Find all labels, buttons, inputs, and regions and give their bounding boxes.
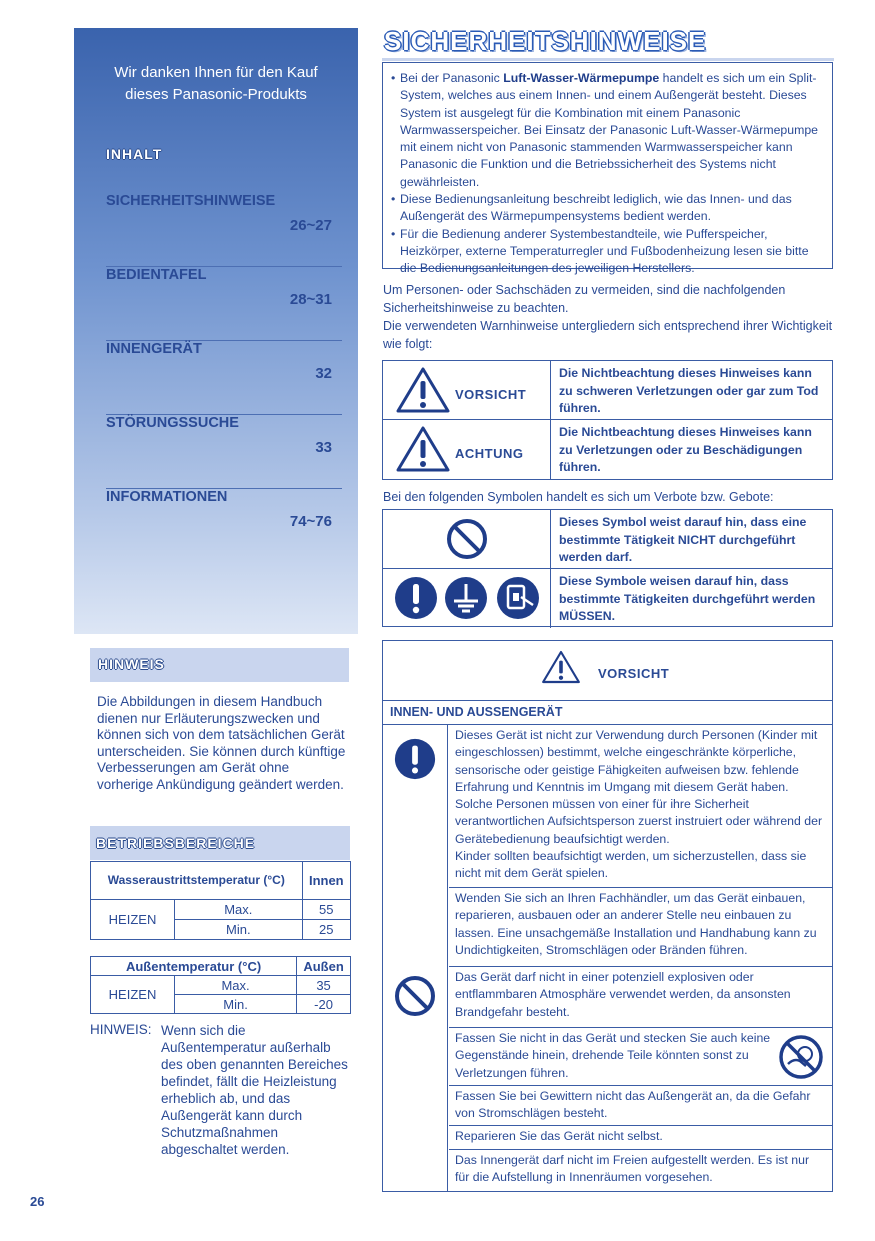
caution-cell: Fassen Sie bei Gewittern nicht das Außengerät an, da die Gefahr von Stromschlägen besteht. [449, 1086, 832, 1126]
bullet-icon: • [391, 226, 396, 241]
unplug-icon [495, 575, 541, 621]
prohibit-row [383, 510, 832, 569]
caution-cell: Reparieren Sie das Gerät nicht selbst. [449, 1126, 832, 1150]
table-header: Außentemperatur (°C) [91, 957, 297, 976]
vorsicht-row [383, 361, 832, 420]
caution-cell: Das Innengerät darf nicht im Freien aufgestellt werden. Es ist nur für die Aufstellung in Innenräumen vorgesehen. [455, 1153, 810, 1185]
table-header: Innen [302, 862, 350, 900]
warning-triangle-icon [541, 649, 581, 685]
vorsicht-label: VORSICHT [455, 387, 527, 402]
betriebsbereiche-heading: BETRIEBSBEREICHE [96, 835, 256, 851]
intro-bullet: • Für die Bedienung anderer Systembestandteile, wie Pufferspeicher, Heizkörper, externe Temperaturregler und Fußbodenheizung lesen sie bitte die Bedienungsanleitungen des jeweiligen Herstellers. [391, 226, 824, 278]
table-header: Außen [297, 957, 351, 976]
toc-item-title: SICHERHEITSHINWEISE [106, 193, 276, 209]
mandatory-description: Diese Symbole weisen darauf hin, dass bestimmte Tätigkeiten durchgeführt werden MÜSSEN. [559, 574, 816, 623]
caution-table [382, 640, 833, 1192]
caution-label: VORSICHT [598, 666, 670, 681]
note-text: Wenn sich die Außentemperatur außerhalb des oben genannten Bereiches befindet, fällt die Heizleistung erheblich ab, und das Außengerät kann durch Schutzmaßnahmen abgeschaltet werden. [161, 1023, 348, 1157]
bullet-icon: • [391, 192, 396, 207]
betriebsbereiche-heading-box [90, 826, 350, 860]
table-cell: Min. [175, 920, 303, 940]
no-hands-fan-icon [778, 1034, 824, 1080]
prohibition-icon [393, 974, 437, 1018]
hinweis-heading-box [90, 648, 349, 682]
prohibition-icon [445, 517, 489, 561]
table-cell: -20 [297, 995, 351, 1014]
achtung-description: Die Nichtbeachtung dieses Hinweises kann zu Verletzungen oder zu Beschädigungen führen. [559, 425, 812, 474]
toc-item-page: 74~76 [289, 513, 332, 530]
vorsicht-description: Die Nichtbeachtung dieses Hinweises kann zu schweren Verletzungen oder gar zum Tod führen. [559, 366, 819, 415]
left-sidebar-panel [74, 28, 358, 634]
caution-section-title: INNEN- UND AUSSENGERÄT [383, 701, 832, 725]
toc-item-title: INNENGERÄT [106, 341, 202, 357]
caution-cell: Wenden Sie sich an Ihren Fachhändler, um das Gerät einbauen, reparieren, ausbauen oder an anderer Stelle neu einbauen zu lassen. Eine unsachgemäße Installation und Handhabung kann zu Undichtigkeiten, Stromschlägen oder Bränden führen. [449, 888, 832, 967]
outdoor-temperature-table [90, 956, 351, 1014]
toc-item-innengeraet[interactable] [106, 341, 342, 415]
toc-item-informationen[interactable] [106, 489, 342, 563]
table-cell: 25 [302, 920, 350, 940]
caution-cell: Dieses Gerät ist nicht zur Verwendung durch Personen (Kinder mit eingeschlossen) bestimmt, welche eingeschränkte körperliche, sensorische oder geistige Fähigkeiten aufweisen bzw. fehlende Erfahrung und Kenntnis im Umgang mit diesem Gerät haben. Solche Personen müssen von einer für ihre Sicherheit verantwortlichen Aufsichtsperson zuerst instruiert oder während der Gerätebedienung beaufsichtigt werden. Kinder sollten beaufsichtigt werden, um sicherzustellen, dass sie nicht mit dem Gerät spielen. [449, 725, 832, 888]
bullet-icon: • [391, 71, 396, 85]
toc-item-sicherheitshinweise[interactable] [106, 193, 342, 267]
warning-triangle-icon [395, 425, 451, 473]
toc-item-title: STÖRUNGSSUCHE [106, 415, 239, 431]
water-temperature-table [90, 861, 351, 940]
table-cell: HEIZEN [91, 900, 175, 940]
achtung-label: ACHTUNG [455, 446, 524, 461]
table-header: Wasseraustrittstemperatur (°C) [91, 862, 303, 900]
title-divider [382, 58, 834, 61]
intro-paragraph: Um Personen- oder Sachschäden zu vermeiden, sind die nachfolgenden Sicherheitshinweise zu beachten. Die verwendeten Warnhinweise untergliedern sich entsprechend ihrer Wichtigkeit wie folgt: [383, 283, 833, 351]
table-cell: Max. [175, 976, 297, 995]
toc-item-stoerungssuche[interactable] [106, 415, 342, 489]
mandatory-exclamation-icon [393, 575, 439, 621]
table-cell: 35 [297, 976, 351, 995]
toc-item-page: 28~31 [289, 291, 332, 308]
toc-item-title: INFORMATIONEN [106, 489, 228, 505]
intro-box [382, 62, 833, 276]
hinweis-heading: HINWEIS [98, 656, 165, 672]
caution-cell: Fassen Sie nicht in das Gerät und stecken Sie auch keine Gegenstände hinein, drehende Teile könnten sonst zu Verletzungen führen. [449, 1028, 832, 1086]
mandatory-row [383, 569, 832, 628]
symbols-paragraph: Bei den folgenden Symbolen handelt es sich um Verbote bzw. Gebote: [383, 490, 774, 504]
achtung-row [383, 420, 832, 479]
thanks-message: Wir danken Ihnen für den Kauf dieses Panasonic-Produkts [114, 64, 318, 103]
table-of-contents [106, 193, 342, 563]
warning-levels-table [382, 360, 833, 480]
toc-heading: INHALT [106, 146, 163, 162]
table-cell: Min. [175, 995, 297, 1014]
caution-cell: Das Gerät darf nicht in einer potenziell explosiven oder entflammbaren Atmosphäre verwendet werden, da ansonsten Brandgefahr besteht. [449, 967, 832, 1028]
caution-icon-column [383, 725, 448, 1191]
note-label: HINWEIS: [90, 1022, 152, 1037]
symbols-table [382, 509, 833, 627]
toc-item-page: 33 [315, 439, 332, 456]
table-cell: HEIZEN [91, 976, 175, 1014]
page-number: 26 [30, 1194, 45, 1209]
warning-triangle-icon [395, 366, 451, 414]
table-cell: 55 [302, 900, 350, 920]
toc-item-bedientafel[interactable] [106, 267, 342, 341]
mandatory-exclamation-icon [393, 737, 437, 781]
ground-icon [443, 575, 489, 621]
hinweis-text: Die Abbildungen in diesem Handbuch dienen nur Erläuterungszwecken und können sich von dem tatsächlichen Gerät unterscheiden. Sie können durch künftige Verbesserungen am Gerät ohne vorherige Ankündigung geändert werden. [97, 694, 346, 792]
table-cell: Max. [175, 900, 303, 920]
intro-bullet: • Diese Bedienungsanleitung beschreibt lediglich, wie das Innen- und das Außengerät des Wärmepumpensystems bedient werden. [391, 191, 824, 226]
caution-header [383, 641, 832, 701]
page-title: SICHERHEITSHINWEISE [384, 26, 707, 56]
toc-item-title: BEDIENTAFEL [106, 267, 207, 283]
toc-item-page: 32 [315, 365, 332, 382]
intro-bullet: • Bei der Panasonic Luft-Wasser-Wärmepumpe handelt es sich um ein Split-System, welches aus einem Innen- und einem Außengerät besteht. Dieses System ist ausgelegt für die Kombination mit einem Panasonic Warmwasserspeicher. Bei Einsatz der Panasonic Luft-Wasser-Wärmepumpe mit einem nicht von Panasonic stammenden Warmwasserspeicher kann Panasonic die Funktion und die Betriebssicherheit des Systems nicht gewährleisten. [391, 70, 824, 191]
toc-item-page: 26~27 [289, 217, 332, 234]
prohibit-description: Dieses Symbol weist darauf hin, dass eine bestimmte Tätigkeit NICHT durchgeführt werden darf. [559, 515, 807, 564]
